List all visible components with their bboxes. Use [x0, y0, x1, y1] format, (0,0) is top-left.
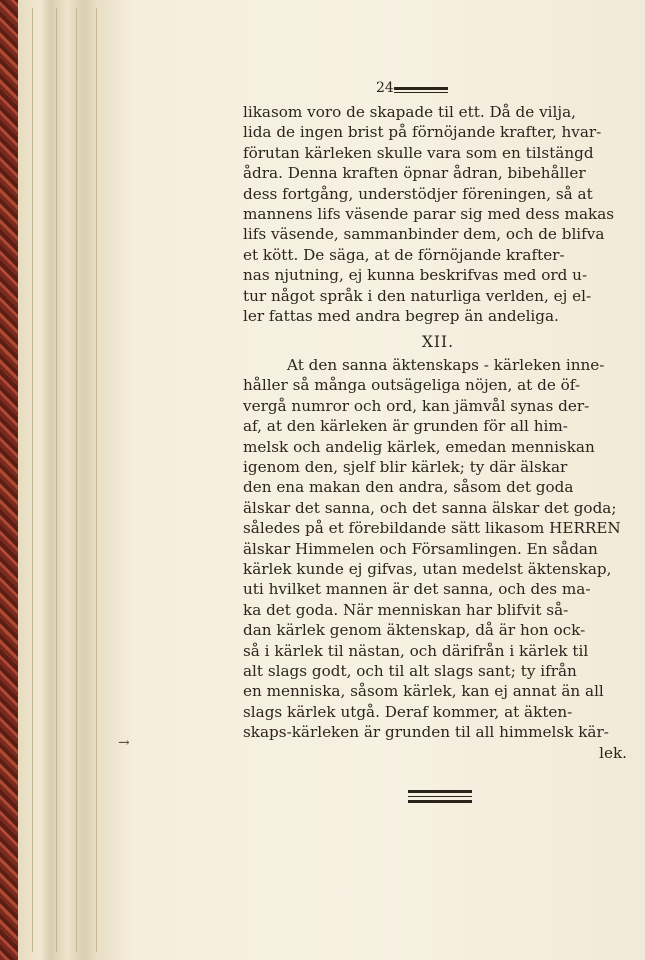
text-line: ådra. Denna kraften öpnar ådran, bibehåller	[243, 164, 586, 183]
text-line: uti hvilket mannen är det sanna, och des ma-	[243, 580, 591, 599]
text-line: alt slags godt, och til alt slags sant; ty ifrån	[243, 661, 577, 680]
page-number: 24	[376, 80, 394, 96]
text-line: tur något språk i den naturliga verlden, ej el-	[243, 286, 592, 305]
text-line: slags kärlek utgå. Deraf kommer, at äkten-	[243, 702, 573, 721]
text-line: en menniska, såsom kärlek, kan ej annat än all	[243, 682, 604, 701]
text-line: dan kärlek genom äktenskap, då är hon ock-	[243, 621, 586, 640]
header-rule-thin	[394, 92, 448, 93]
text-line: et kött. De säga, at de förnöjande krafter-	[243, 245, 565, 264]
page-header	[280, 80, 480, 100]
text-line: så i kärlek til nästan, och därifrån i kärlek til	[243, 641, 589, 660]
text-line: lida de ingen brist på förnöjande krafter, hvar-	[243, 123, 602, 142]
text-line: mannens lifs väsende parar sig med dess makas	[243, 205, 615, 224]
footer-rule-thick	[408, 800, 472, 803]
header-rule-thick	[394, 87, 448, 90]
text-line: förutan kärleken skulle vara som en tilstängd	[243, 143, 594, 162]
text-line: älskar det sanna, och det sanna älskar det goda;	[243, 498, 617, 517]
text-line: igenom den, sjelf blir kärlek; ty där älskar	[243, 457, 568, 476]
footer-rule-thin	[408, 796, 472, 797]
page-edge-line	[56, 8, 57, 952]
text-line: skaps-kärleken är grunden til all himmelsk kär-	[243, 723, 609, 742]
text-line: kärlek kunde ej gifvas, utan medelst äktenskap,	[243, 559, 612, 578]
text-line: melsk och andelig kärlek, emedan menniskan	[243, 437, 595, 456]
text-line: lifs väsende, sammanbinder dem, och de blifva	[243, 225, 605, 244]
paragraph-1	[243, 102, 633, 326]
page-edge-line	[32, 8, 33, 952]
text-line: vergå numror och ord, kan jämvål synas der-	[243, 396, 590, 415]
catchword: lek.	[599, 743, 627, 762]
paragraph-2	[243, 355, 633, 763]
text-line: ka det goda. När menniskan har blifvit så-	[243, 600, 569, 619]
footer-ornament	[408, 790, 472, 804]
text-line: likasom voro de skapade til ett. Då de vilja,	[243, 103, 576, 121]
page-text	[243, 102, 633, 763]
text-line: ler fattas med andra begrep än andeliga.	[243, 307, 559, 326]
text-line: At den sanna äktenskaps - kärleken inne-	[287, 355, 605, 374]
text-line: dess fortgång, understödjer föreningen, så at	[243, 184, 593, 203]
page-edge-line	[96, 8, 97, 952]
text-line: af, at den kärleken är grunden för all him-	[243, 417, 568, 436]
footer-rule-thick	[408, 790, 472, 793]
text-line: håller så många outsägeliga nöjen, at de öf-	[243, 376, 580, 395]
text-line: den ena makan den andra, såsom det goda	[243, 478, 574, 497]
text-line: nas njutning, ej kunna beskrifvas med ord u-	[243, 266, 588, 285]
margin-mark: →	[118, 735, 130, 751]
page-edge-line	[76, 8, 77, 952]
text-line: älskar Himmelen och Församlingen. En sådan	[243, 539, 598, 558]
section-heading: XII.	[421, 333, 455, 352]
text-line: således på et förebildande sätt likasom HERREN	[243, 519, 621, 538]
